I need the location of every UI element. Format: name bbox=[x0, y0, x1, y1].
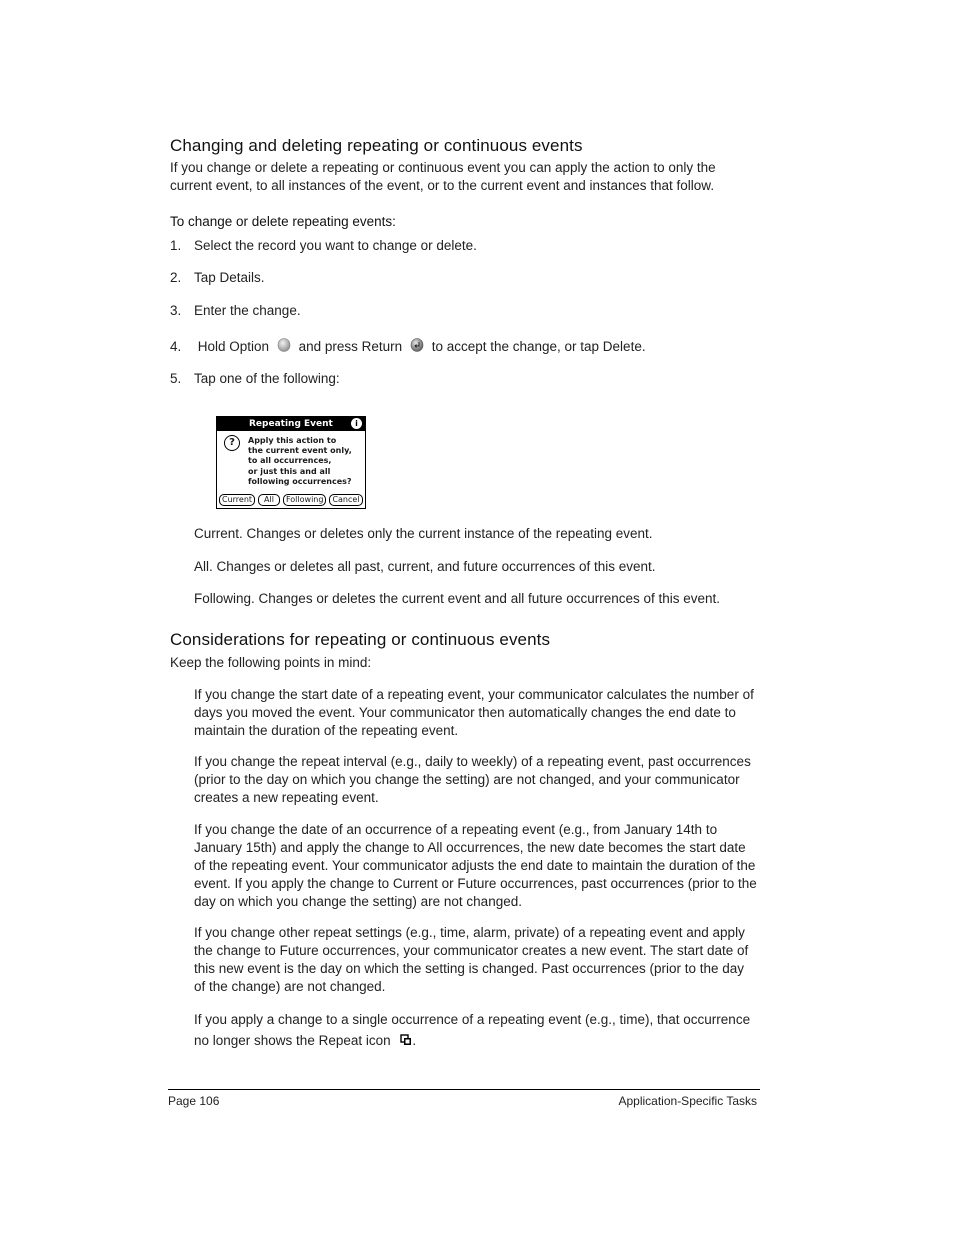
chapter-title: Application-Specific Tasks bbox=[618, 1094, 757, 1108]
step-3: 3. Enter the change. bbox=[170, 303, 301, 318]
consideration-5: If you apply a change to a single occurrence of a repeating event (e.g., time), that occurrence no longer shows the Repeat icon . bbox=[194, 1009, 759, 1052]
option-key-icon bbox=[277, 338, 291, 357]
following-button[interactable]: Following bbox=[283, 494, 326, 506]
cancel-button[interactable]: Cancel bbox=[329, 494, 362, 506]
section1-intro: If you change or delete a repeating or continuous event you can apply the action to only the current event, to all instances of the event, or to the current event and instances that follow. bbox=[170, 160, 716, 193]
dialog-buttons bbox=[219, 494, 363, 506]
step-1: 1. Select the record you want to change or delete. bbox=[170, 238, 477, 253]
step-5: 5. Tap one of the following: bbox=[170, 371, 340, 386]
footer-divider bbox=[168, 1089, 760, 1090]
dialog-title-bar: Repeating Event i bbox=[217, 417, 365, 431]
repeat-icon bbox=[400, 1031, 412, 1052]
all-button[interactable]: All bbox=[258, 494, 280, 506]
section-heading-considerations: Considerations for repeating or continuous events bbox=[170, 630, 551, 649]
option-following: Following. Changes or deletes the current event and all future occurrences of this event. bbox=[194, 591, 721, 606]
return-key-icon bbox=[410, 338, 424, 357]
consideration-2: If you change the repeat interval (e.g., daily to weekly) of a repeating event, past occurrences (prior to the day on which you change the setting) are not changed, and your communicator creates a new repeating event. bbox=[194, 754, 751, 805]
consideration-3: If you change the date of an occurrence of a repeating event (e.g., from January 14th to January 15th) and apply the change to All occurrences, the new date becomes the start date of the repeating event. Your communicator adjusts the end date to maintain the duration of the event. If you apply the change to Current or Future occurrences, past occurrences (prior to the day on which you change the setting) are not changed. bbox=[194, 822, 757, 909]
section2-intro: Keep the following points in mind: bbox=[170, 655, 372, 670]
page-number: Page 106 bbox=[168, 1094, 220, 1108]
procedure-title: To change or delete repeating events: bbox=[170, 214, 396, 229]
dialog-message: Apply this action to the current event only, to all occurrences, or just this and all following occurrences? bbox=[248, 436, 352, 486]
option-all: All. Changes or deletes all past, current, and future occurrences of this event. bbox=[194, 559, 656, 574]
info-icon[interactable]: i bbox=[351, 418, 362, 429]
step-4: 4. Hold Option and press Return to accept the change, or tap Delete. bbox=[170, 338, 646, 357]
consideration-1: If you change the start date of a repeating event, your communicator calculates the number of days you moved the event. Your communicator then automatically changes the end date to maintain the duration of the repeating event. bbox=[194, 687, 754, 738]
option-current: Current. Changes or deletes only the current instance of the repeating event. bbox=[194, 526, 653, 541]
consideration-4: If you change other repeat settings (e.g., time, alarm, private) of a repeating event and apply the change to Future occurrences, your communicator creates a new event. The start date of this new event is the day on which the setting is changed. Past occurrences (prior to the day of the change) are not changed. bbox=[194, 925, 749, 994]
section-heading-changing: Changing and deleting repeating or continuous events bbox=[170, 136, 583, 155]
question-icon: ? bbox=[224, 435, 240, 451]
step-2: 2. Tap Details. bbox=[170, 270, 265, 285]
repeating-event-dialog bbox=[216, 416, 366, 509]
current-button[interactable]: Current bbox=[219, 494, 255, 506]
